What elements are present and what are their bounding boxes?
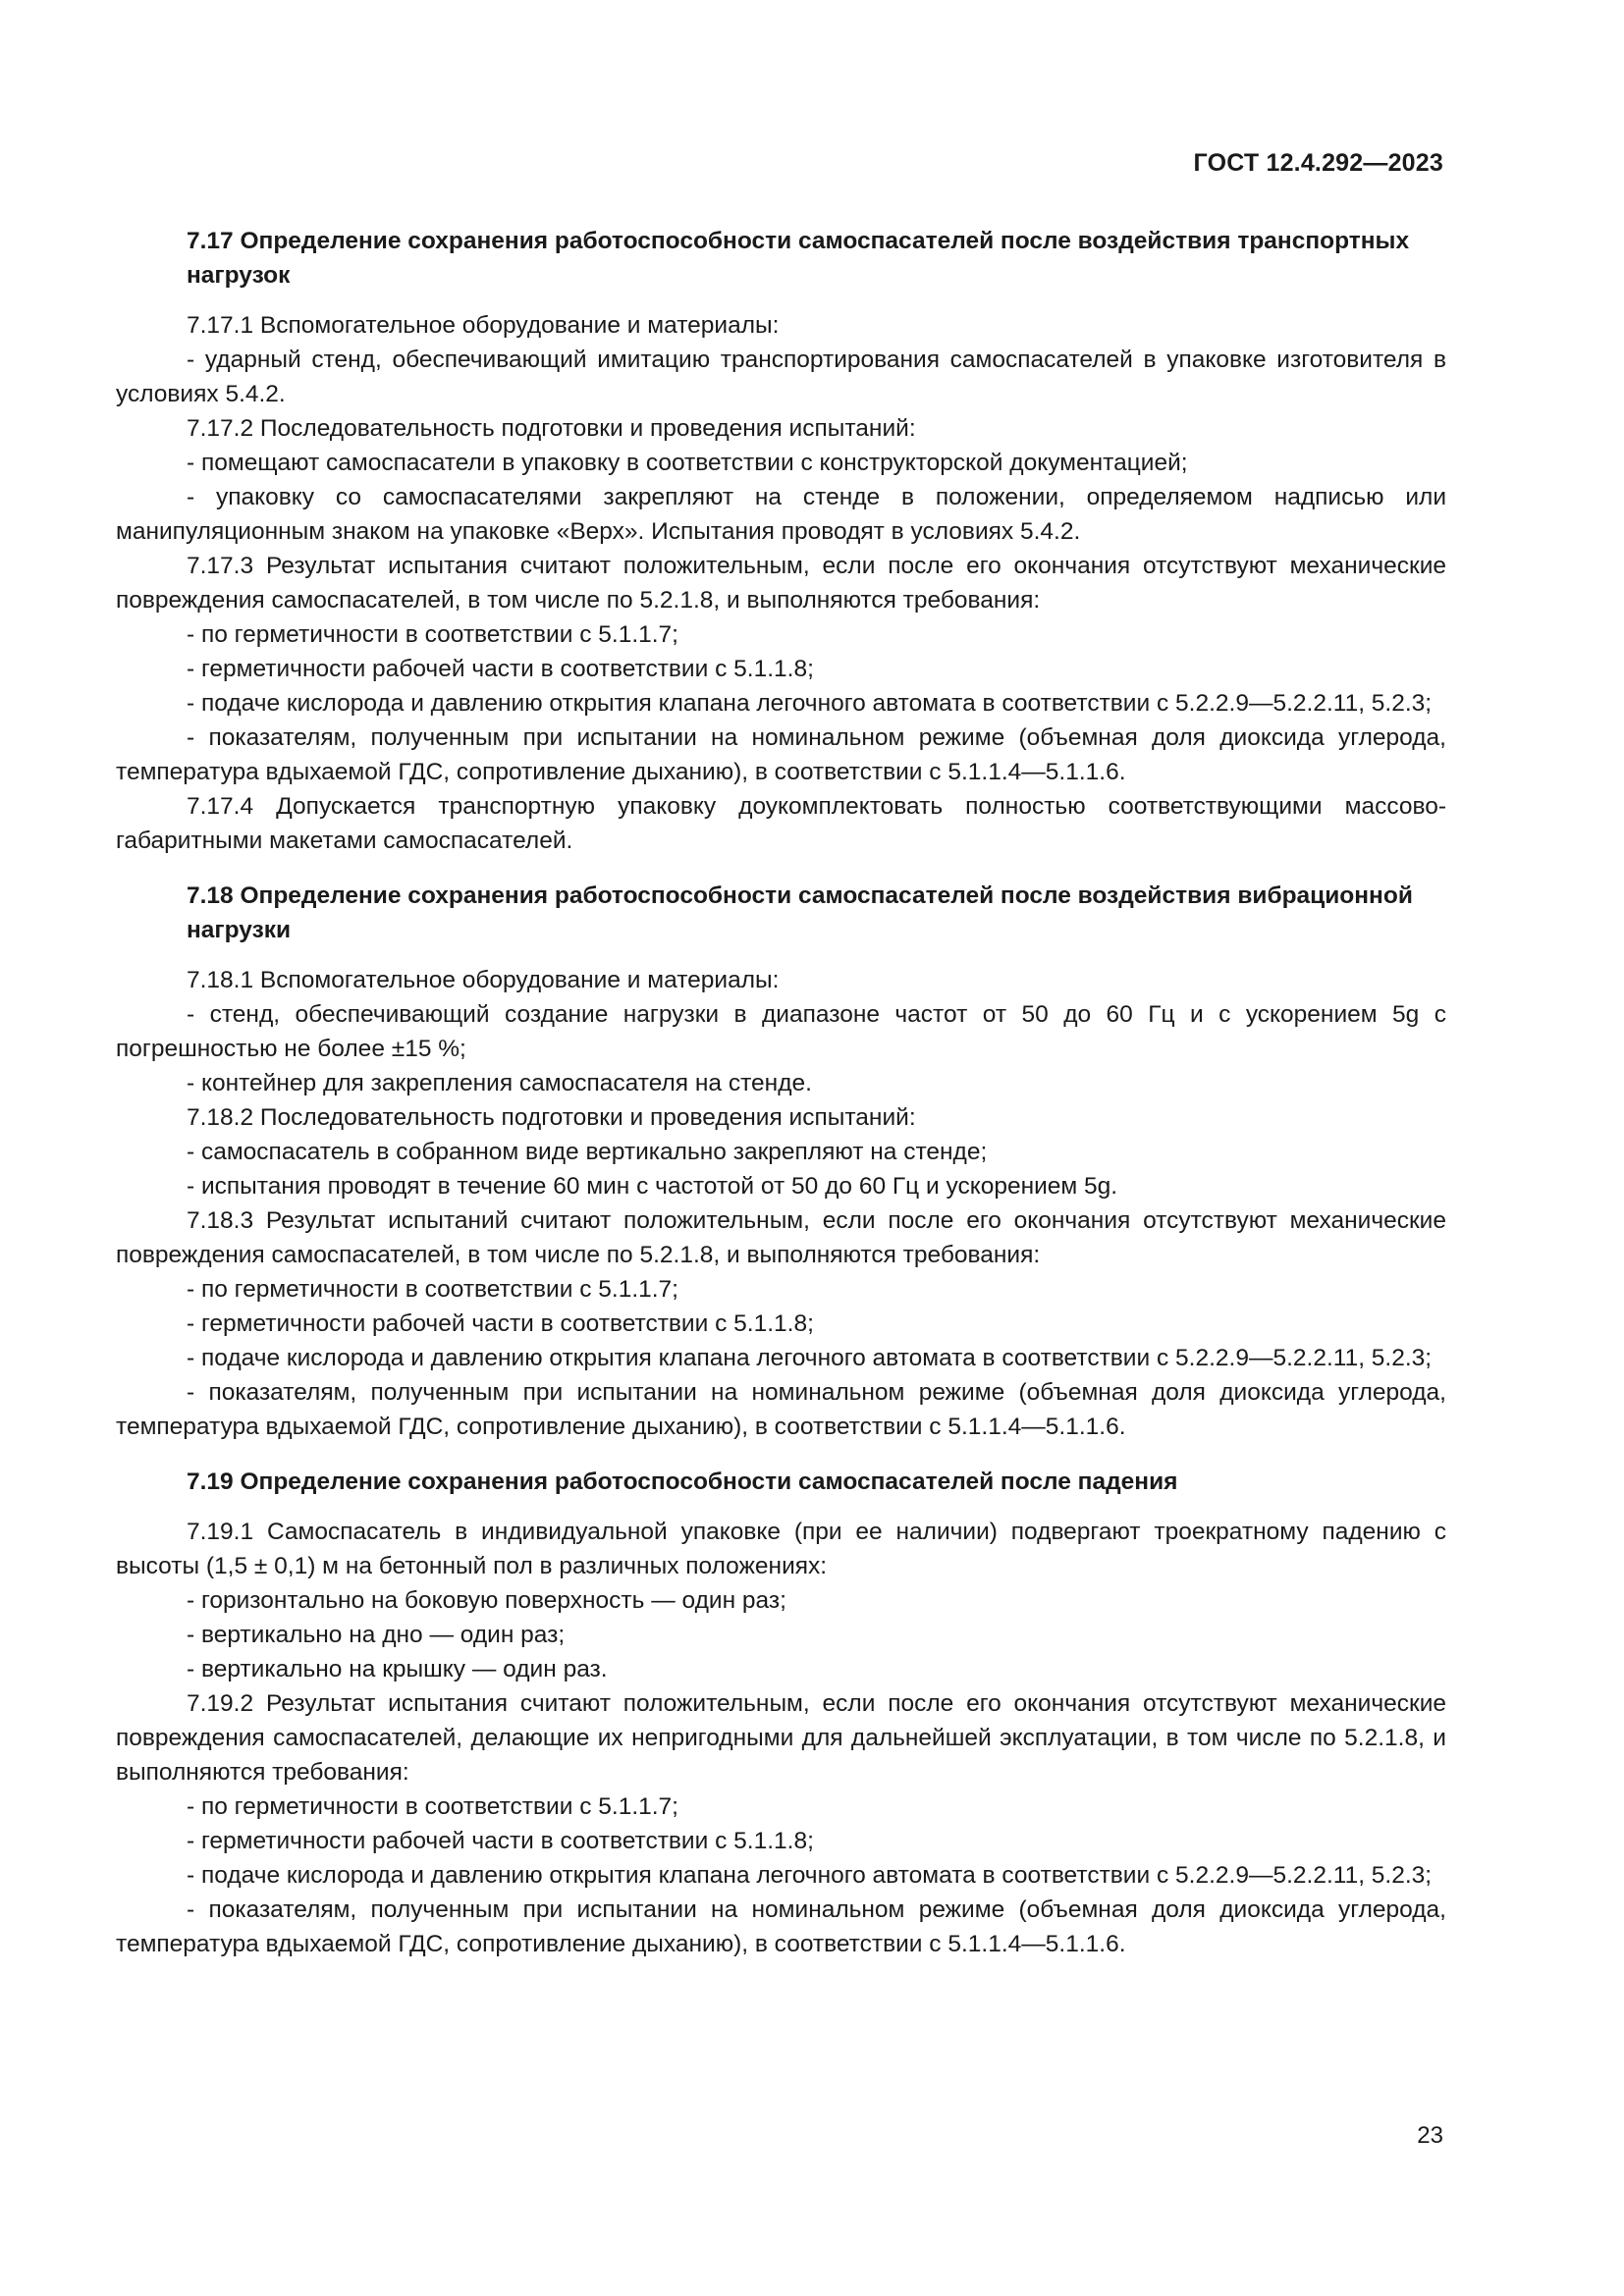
paragraph: 7.19.2 Результат испытания считают положительным, если после его окончания отсутствуют механические повреждения самоспасателей, делающие их непригодными для дальнейшей эксплуатации, в том числе по 5.2.1.8, и выполняются требования: xyxy=(116,1690,1446,1786)
list-item: - подаче кислорода и давлению открытия клапана легочного автомата в соответствии с 5.2.2.9—5.2.2.11, 5.2.3; xyxy=(187,1862,1433,1889)
list-item: - герметичности рабочей части в соответствии с 5.1.1.8; xyxy=(187,656,814,682)
section-heading: 7.18 Определение сохранения работоспособности самоспасателей после воздействия вибрационной нагрузки xyxy=(187,882,1413,943)
document-code: ГОСТ 12.4.292—2023 xyxy=(1193,149,1443,177)
section-7-18 xyxy=(116,879,1446,1444)
list-item: - помещают самоспасатели в упаковку в соответствии с конструкторской документацией; xyxy=(187,450,1188,476)
section-heading: 7.19 Определение сохранения работоспособности самоспасателей после падения xyxy=(187,1468,1178,1495)
paragraph: 7.17.1 Вспомогательное оборудование и материалы: xyxy=(187,312,780,339)
section-7-17 xyxy=(116,224,1446,858)
list-item: - самоспасатель в собранном виде вертикально закрепляют на стенде; xyxy=(187,1139,988,1165)
list-item: - по герметичности в соответствии с 5.1.1.7; xyxy=(187,1793,678,1820)
list-item: - вертикально на крышку — один раз. xyxy=(187,1656,608,1682)
list-item: - контейнер для закрепления самоспасателя на стенде. xyxy=(187,1070,812,1096)
list-item: - вертикально на дно — один раз; xyxy=(187,1622,566,1648)
paragraph: 7.17.4 Допускается транспортную упаковку доукомплектовать полностью соответствующими массово-габаритными макетами самоспасателей. xyxy=(116,793,1446,854)
list-item: - показателям, полученным при испытании на номинальном режиме (объемная доля диоксида углерода, температура вдыхаемой ГДС, сопротивление дыханию), в соответствии с 5.1.1.4—5.1.1.6. xyxy=(116,1379,1446,1440)
section-7-19 xyxy=(116,1465,1446,1961)
list-item: - горизонтально на боковую поверхность — один раз; xyxy=(187,1587,786,1614)
list-item: - герметичности рабочей части в соответствии с 5.1.1.8; xyxy=(187,1310,814,1337)
list-item: - по герметичности в соответствии с 5.1.1.7; xyxy=(187,1276,678,1303)
paragraph: 7.18.1 Вспомогательное оборудование и материалы: xyxy=(187,967,780,993)
paragraph: 7.18.3 Результат испытаний считают положительным, если после его окончания отсутствуют механические повреждения самоспасателей, в том числе по 5.2.1.8, и выполняются требования: xyxy=(116,1207,1446,1268)
list-item: - показателям, полученным при испытании на номинальном режиме (объемная доля диоксида углерода, температура вдыхаемой ГДС, сопротивление дыханию), в соответствии с 5.1.1.4—5.1.1.6. xyxy=(116,724,1446,785)
paragraph: 7.17.2 Последовательность подготовки и проведения испытаний: xyxy=(187,415,916,442)
paragraph: 7.18.2 Последовательность подготовки и проведения испытаний: xyxy=(187,1104,916,1131)
list-item: - по герметичности в соответствии с 5.1.1.7; xyxy=(187,621,678,648)
paragraph: 7.17.3 Результат испытания считают положительным, если после его окончания отсутствуют механические повреждения самоспасателей, в том числе по 5.2.1.8, и выполняются требования: xyxy=(116,553,1446,614)
list-item: - испытания проводят в течение 60 мин с частотой от 50 до 60 Гц и ускорением 5g. xyxy=(187,1173,1118,1200)
section-heading: 7.17 Определение сохранения работоспособности самоспасателей после воздействия транспортных нагрузок xyxy=(187,228,1410,289)
document-body xyxy=(116,224,1446,1961)
list-item: - ударный стенд, обеспечивающий имитацию транспортирования самоспасателей в упаковке изготовителя в условиях 5.4.2. xyxy=(116,347,1446,407)
list-item: - стенд, обеспечивающий создание нагрузки в диапазоне частот от 50 до 60 Гц и с ускорением 5g с погрешностью не более ±15 %; xyxy=(116,1001,1446,1062)
paragraph: 7.19.1 Самоспасатель в индивидуальной упаковке (при ее наличии) подвергают троекратному падению с высоты (1,5 ± 0,1) м на бетонный пол в различных положениях: xyxy=(116,1519,1446,1579)
page-number: 23 xyxy=(1417,2122,1443,2149)
list-item: - подаче кислорода и давлению открытия клапана легочного автомата в соответствии с 5.2.2.9—5.2.2.11, 5.2.3; xyxy=(187,1345,1433,1371)
list-item: - герметичности рабочей части в соответствии с 5.1.1.8; xyxy=(187,1828,814,1854)
list-item: - подаче кислорода и давлению открытия клапана легочного автомата в соответствии с 5.2.2.9—5.2.2.11, 5.2.3; xyxy=(187,690,1433,717)
list-item: - упаковку со самоспасателями закрепляют на стенде в положении, определяемом надписью или манипуляционным знаком на упаковке «Верх». Испытания проводят в условиях 5.4.2. xyxy=(116,484,1446,545)
list-item: - показателям, полученным при испытании на номинальном режиме (объемная доля диоксида углерода, температура вдыхаемой ГДС, сопротивление дыханию), в соответствии с 5.1.1.4—5.1.1.6. xyxy=(116,1896,1446,1957)
